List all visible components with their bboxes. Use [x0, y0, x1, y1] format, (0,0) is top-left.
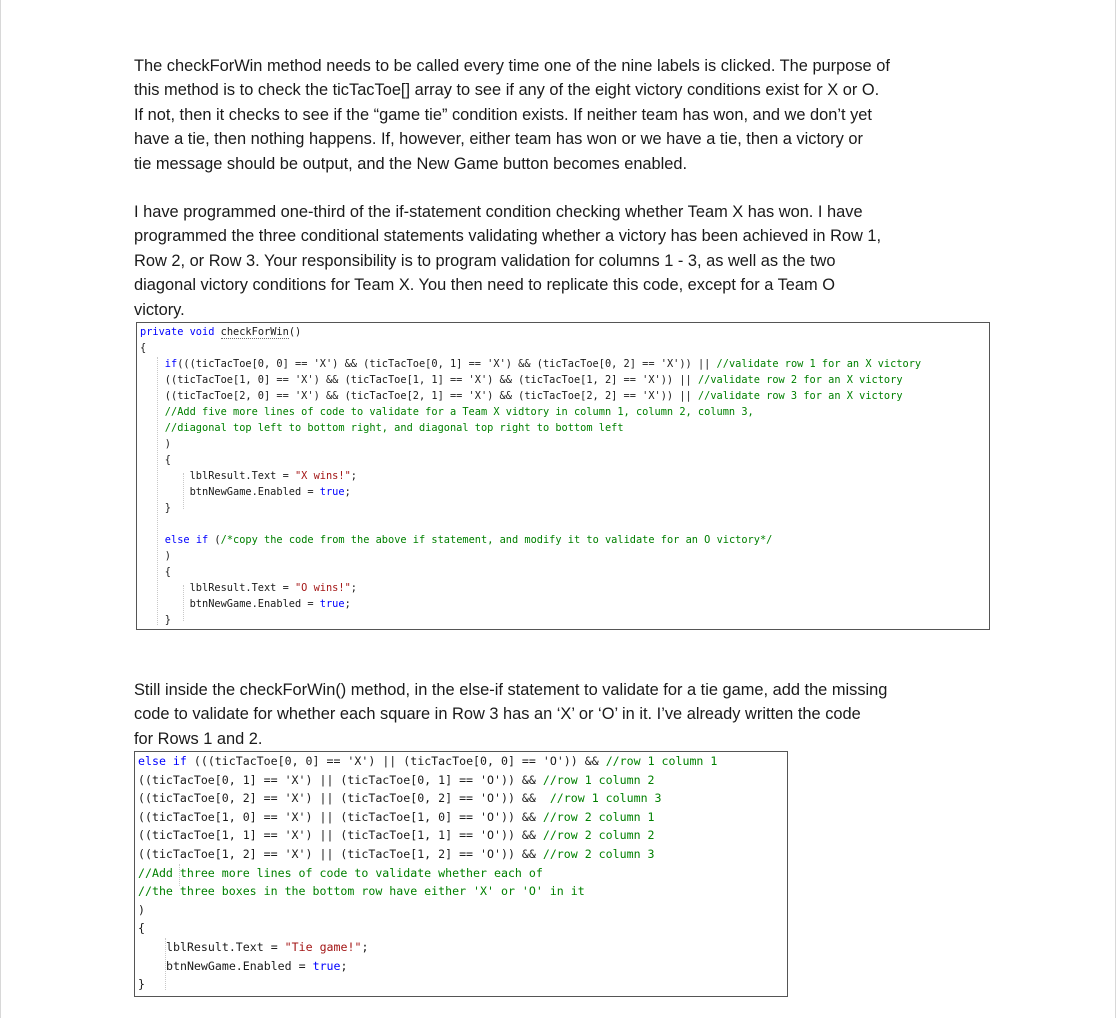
tie-game-code-block [134, 751, 788, 997]
code-comment: //row 1 column 2 [542, 772, 655, 787]
code-line: ((ticTacToe[1, 0] == 'X') && (ticTacToe[1, 1] == 'X') && (ticTacToe[1, 2] == 'X')) || //validate row 2 for an X victory [164, 374, 903, 386]
indent-guide [179, 864, 180, 886]
code-line: else if (((ticTacToe[0, 0] == 'X') || (ticTacToe[0, 0] == 'O')) && //row 1 column 1 [138, 754, 718, 768]
code-comment: //row 1 column 3 [549, 791, 662, 806]
code-comment: //Add three more lines of code to validate whether each of [138, 865, 543, 880]
indent-guide [157, 357, 158, 625]
code-line: lblResult.Text = "Tie game!"; [166, 940, 369, 954]
tie-line: code to validate for whether each square in Row 3 has an ‘X’ or ‘O’ in it. I’ve already written the code [134, 705, 861, 724]
code-line: ((ticTacToe[1, 0] == 'X') || (ticTacToe[1, 0] == 'O')) && //row 2 column 1 [138, 809, 655, 824]
code-line: ((ticTacToe[2, 0] == 'X') && (ticTacToe[2, 1] == 'X') && (ticTacToe[2, 2] == 'X')) || //validate row 3 for an X victory [164, 390, 903, 402]
indent-guide [183, 585, 184, 621]
tie-line: for Rows 1 and 2. [134, 729, 263, 748]
code-line: btnNewGame.Enabled = true; [189, 486, 351, 498]
keyword: else [138, 754, 166, 768]
keyword: if [172, 754, 187, 768]
code-line [165, 405, 754, 420]
keyword: else [164, 534, 190, 546]
code-comment: //the three boxes in the bottom row have either 'X' or 'O' in it [138, 884, 585, 899]
string-literal: "Tie game!" [284, 940, 362, 954]
code-comment: //validate row 2 for an X victory [697, 374, 903, 386]
code-line: ) [164, 550, 171, 562]
code-comment: //row 2 column 3 [542, 847, 655, 861]
keyword: if [164, 358, 178, 370]
string-literal: "O wins!" [294, 582, 351, 594]
intro-line: If not, then it checks to see if the “game tie” condition exists. If neither team has won, and we don’t yet [134, 105, 872, 124]
code-line: } [164, 502, 171, 514]
intro-line: have a tie, then nothing happens. If, however, either team has won or we have a tie, then a victory or [134, 130, 863, 149]
code-comment: //row 2 column 2 [542, 828, 655, 843]
code-line: ) [138, 902, 145, 917]
intro-line: tie message should be output, and the New Game button becomes enabled. [134, 154, 688, 173]
indent-guide [183, 473, 184, 509]
instruction-line: I have programmed one-third of the if-statement condition checking whether Team X has won. I have [134, 203, 863, 221]
keyword: true [312, 958, 341, 973]
code-comment: //Add five more lines of code to validate for a Team X vidtory in column 1, column 2, column 3, [164, 406, 754, 418]
code-line [165, 421, 624, 436]
code-comment: //validate row 1 for an X victory [716, 358, 922, 370]
code-line [138, 882, 585, 900]
code-line: private void checkForWin() [140, 326, 302, 338]
code-line: else if (/*copy the code from the above if statement, and modify it to validate for an O victory*/ [164, 534, 773, 546]
code-line: } [138, 977, 145, 992]
code-line: ((ticTacToe[0, 2] == 'X') || (ticTacToe[0, 2] == 'O')) && //row 1 column 3 [138, 791, 662, 806]
method-name: checkForWin [220, 326, 289, 338]
code-line: ((ticTacToe[1, 1] == 'X') || (ticTacToe[1, 1] == 'O')) && //row 2 column 2 [138, 828, 655, 843]
keyword: true [319, 486, 345, 498]
instruction-line: Row 2, or Row 3. Your responsibility is to program validation for columns 1 - 3, as well as the two [134, 251, 836, 270]
keyword: if [195, 534, 209, 546]
code-line: ((ticTacToe[0, 1] == 'X') || (ticTacToe[0, 1] == 'O')) && //row 1 column 2 [138, 772, 655, 787]
code-comment: //row 1 column 1 [605, 754, 718, 768]
intro-paragraph [134, 54, 984, 176]
instruction-line: victory. [134, 300, 185, 319]
code-comment: //diagonal top left to bottom right, and diagonal top right to bottom left [164, 422, 624, 434]
code-line: btnNewGame.Enabled = true; [189, 598, 351, 610]
string-literal: "X wins!" [294, 470, 351, 482]
page-edge-left [0, 0, 1, 1018]
keyword: void [189, 326, 215, 338]
tie-line: Still inside the checkForWin() method, in the else-if statement to validate for a tie game, add the missing [134, 681, 888, 699]
code-comment: //row 2 column 1 [542, 809, 655, 824]
code-line: btnNewGame.Enabled = true; [166, 958, 348, 973]
indent-guide [165, 938, 166, 990]
code-line: if(((ticTacToe[0, 0] == 'X') && (ticTacToe[0, 1] == 'X') && (ticTacToe[0, 2] == 'X')) || //validate row 1 for an X victory [164, 358, 922, 370]
code-line [138, 864, 543, 882]
intro-line: this method is to check the ticTacToe[] array to see if any of the eight victory conditions exist for X or O. [134, 81, 880, 100]
code-line: } [164, 614, 171, 626]
code-line: ((ticTacToe[1, 2] == 'X') || (ticTacToe[1, 2] == 'O')) && //row 2 column 3 [138, 847, 655, 861]
code-line: { [140, 342, 147, 354]
code-comment: /*copy the code from the above if statement, and modify it to validate for an O victory*/ [220, 534, 773, 546]
keyword: true [319, 598, 345, 610]
code-line: lblResult.Text = "O wins!"; [189, 582, 357, 594]
tie-paragraph [134, 678, 984, 751]
instruction-line: diagonal victory conditions for Team X. You then need to replicate this code, except for a Team O [134, 276, 835, 295]
code-line: { [164, 454, 171, 466]
instructions-paragraph [134, 200, 984, 322]
keyword: private [140, 326, 184, 338]
code-comment: //validate row 3 for an X victory [697, 390, 903, 402]
code-line: lblResult.Text = "X wins!"; [189, 470, 357, 482]
code-line: { [138, 921, 145, 936]
code-line: { [164, 566, 171, 578]
code-line: ) [164, 438, 171, 450]
intro-line: The checkForWin method needs to be called every time one of the nine labels is clicked. The purpose of [134, 57, 890, 75]
check-for-win-code-block [136, 322, 990, 630]
instruction-line: programmed the three conditional statements validating whether a victory has been achieved in Row 1, [134, 227, 882, 246]
